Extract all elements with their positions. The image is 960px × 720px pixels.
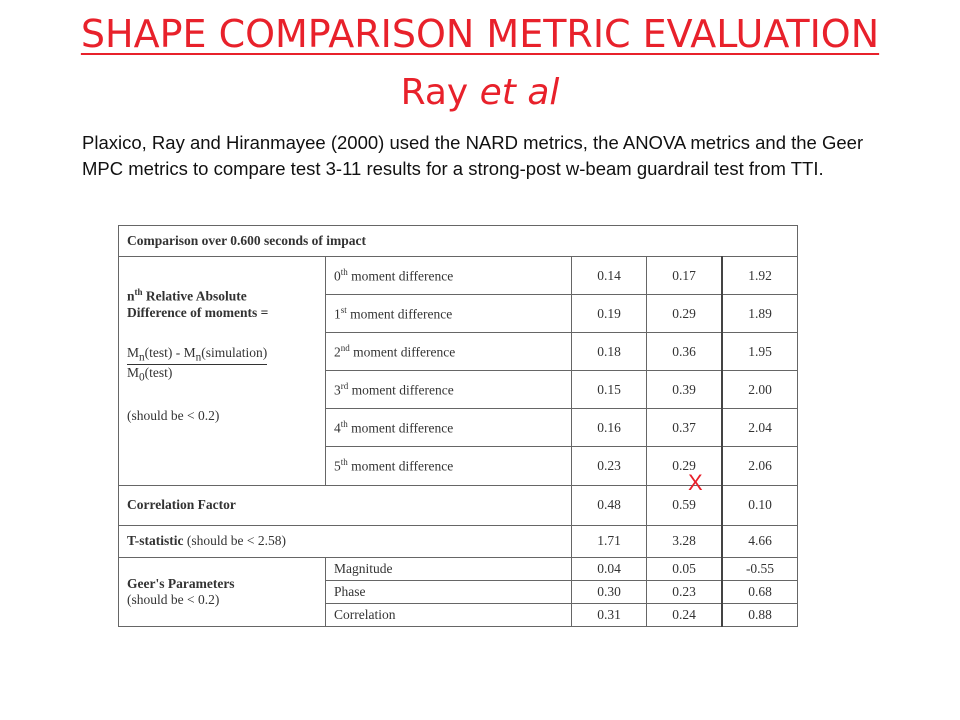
- cell-value: 0.59: [647, 485, 723, 525]
- moment-group-label: [119, 257, 326, 486]
- formula-numerator: $M_n(test)$ - $M_n(simulation)$: [127, 344, 268, 364]
- x-mark-annotation: X: [688, 470, 703, 495]
- moment-row-label: 1st moment difference: [326, 295, 572, 333]
- cell-value: 0.39: [647, 371, 723, 409]
- subtitle-author: Ray: [400, 72, 480, 113]
- cell-value: 0.30: [572, 580, 647, 603]
- cell-value: 0.88: [722, 603, 798, 626]
- table-caption: Comparison over 0.600 seconds of impact: [119, 226, 798, 257]
- cell-value: 0.15: [572, 371, 647, 409]
- cell-value: 0.29: [647, 295, 723, 333]
- formula-denominator: $M_0(test)$: [127, 365, 173, 384]
- metrics-table: [118, 225, 798, 627]
- cell-value: 0.29: [647, 447, 723, 485]
- cell-value: 0.37: [647, 409, 723, 447]
- geer-row-label: Correlation: [326, 603, 572, 626]
- moment-label-line1: $n^{th}$ Relative Absolute: [127, 287, 247, 304]
- moment-formula: [127, 345, 317, 384]
- correlation-factor-label: Correlation Factor: [119, 485, 572, 525]
- table-row: [119, 257, 798, 295]
- slide-title: SHAPE COMPARISON METRIC EVALUATION: [80, 12, 880, 56]
- geer-label: Geer's Parameters: [127, 575, 235, 591]
- table-row: [119, 525, 798, 557]
- cell-value: 3.28: [647, 525, 723, 557]
- subtitle-etal: et al: [479, 72, 560, 113]
- moment-row-label: 4th moment difference: [326, 409, 572, 447]
- cell-value: 1.95: [722, 333, 798, 371]
- moment-row-label: 3rd moment difference: [326, 371, 572, 409]
- cell-value: 0.68: [722, 580, 798, 603]
- cell-value: 0.17: [647, 257, 723, 295]
- cell-value: 0.36: [647, 333, 723, 371]
- table-caption-row: [119, 226, 798, 257]
- geer-row-label: Phase: [326, 580, 572, 603]
- geer-group-label: [119, 557, 326, 626]
- cell-value: 0.04: [572, 557, 647, 580]
- geer-note: (should be < 0.2): [127, 591, 220, 607]
- moment-note: (should be < 0.2): [127, 407, 220, 423]
- cell-value: 0.16: [572, 409, 647, 447]
- cell-value: 2.06: [722, 447, 798, 485]
- cell-value: 1.71: [572, 525, 647, 557]
- moment-row-label: 0th moment difference: [326, 257, 572, 295]
- geer-row-label: Magnitude: [326, 557, 572, 580]
- slide-subtitle: [0, 72, 960, 113]
- moment-row-label: 2nd moment difference: [326, 333, 572, 371]
- cell-value: 0.31: [572, 603, 647, 626]
- cell-value: 0.05: [647, 557, 723, 580]
- cell-value: 0.14: [572, 257, 647, 295]
- cell-value: 1.89: [722, 295, 798, 333]
- t-statistic-label: T-statistic (should be < 2.58): [119, 525, 572, 557]
- table-row: [119, 557, 798, 580]
- moment-label-line2: Difference of moments =: [127, 304, 269, 320]
- cell-value: -0.55: [722, 557, 798, 580]
- cell-value: 2.00: [722, 371, 798, 409]
- intro-paragraph: Plaxico, Ray and Hiranmayee (2000) used the NARD metrics, the ANOVA metrics and the Geer MPC metrics to compare test 3-11 results for a strong-post w-beam guardrail test from TTI.: [82, 132, 864, 179]
- cell-value: 0.23: [572, 447, 647, 485]
- cell-value: 0.48: [572, 485, 647, 525]
- cell-value: 4.66: [722, 525, 798, 557]
- cell-value: 0.10: [722, 485, 798, 525]
- cell-value: 0.24: [647, 603, 723, 626]
- cell-value: 0.19: [572, 295, 647, 333]
- cell-value: 2.04: [722, 409, 798, 447]
- cell-value: 0.23: [647, 580, 723, 603]
- metrics-table-figure: [118, 225, 798, 627]
- cell-value: 0.18: [572, 333, 647, 371]
- moment-row-label: 5th moment difference: [326, 447, 572, 485]
- cell-value: 1.92: [722, 257, 798, 295]
